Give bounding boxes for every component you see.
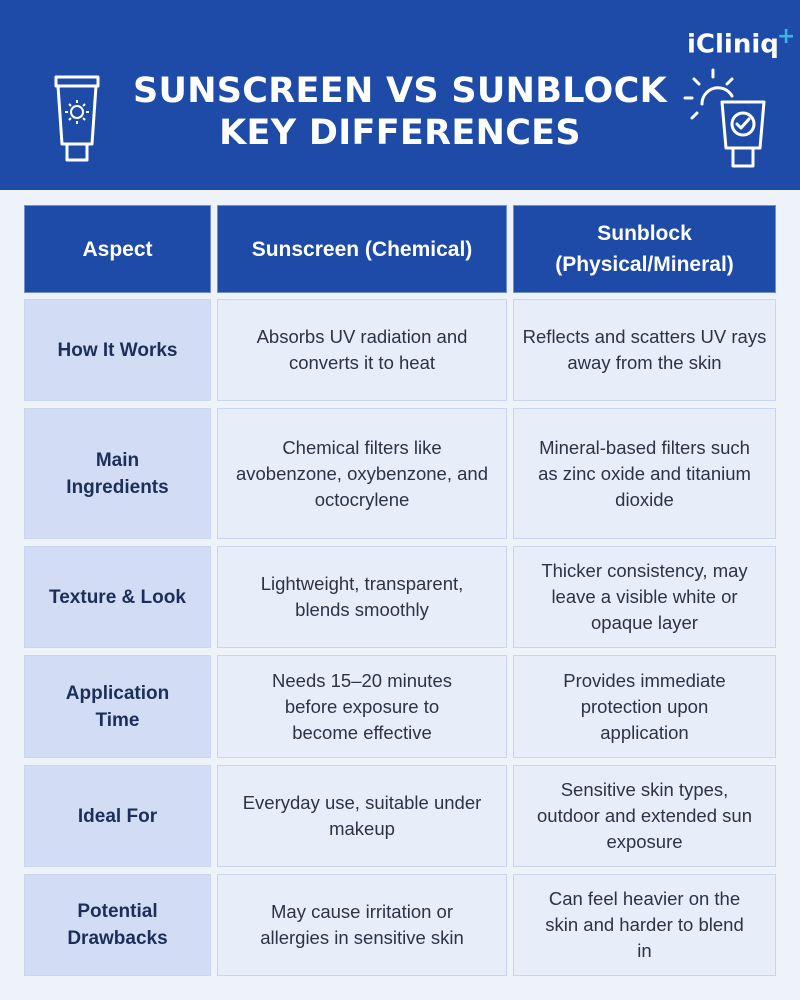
sunblock-value: Provides immediate protection upon application [563, 669, 726, 743]
header-banner [0, 0, 800, 190]
sunblock-cell [513, 546, 776, 648]
aspect-label: Texture & Look [49, 586, 186, 608]
aspect-label: Application Time [65, 682, 170, 731]
brand-plus-icon: + [776, 24, 796, 49]
sunscreen-value: May cause irritation or allergies in sensitive skin [260, 901, 464, 948]
column-header-label: Sunblock (Physical/Mineral) [555, 222, 734, 276]
sunblock-value: Mineral-based filters such as zinc oxide and titanium dioxide [538, 436, 751, 510]
sunscreen-tube-icon [52, 74, 102, 166]
column-header-sunblock [513, 205, 776, 293]
sunblock-value: Can feel heavier on the skin and harder to blend in [545, 888, 744, 961]
table-row [24, 874, 776, 976]
column-header-label: Aspect [82, 237, 153, 261]
table-row [24, 299, 776, 401]
sunblock-cell [513, 765, 776, 867]
brand-name: iCliniq [687, 29, 779, 60]
table-row [24, 408, 776, 539]
aspect-cell [24, 655, 211, 758]
aspect-cell [24, 299, 211, 401]
aspect-label: Ideal For [77, 805, 158, 827]
table-row [24, 655, 776, 758]
table-row [24, 546, 776, 648]
aspect-label: Potential Drawbacks [67, 901, 168, 949]
sunblock-cell [513, 874, 776, 976]
title-line-2: KEY DIFFERENCES [219, 113, 581, 153]
sunblock-value: Thicker consistency, may leave a visible white or opaque layer [541, 560, 748, 633]
sunscreen-cell [217, 546, 507, 648]
table-row [24, 765, 776, 867]
sunscreen-cell [217, 765, 507, 867]
page-title [120, 70, 680, 154]
column-header-label: Sunscreen (Chemical) [251, 237, 473, 261]
column-header-sunscreen [217, 205, 507, 293]
aspect-cell [24, 874, 211, 976]
sunscreen-value: Needs 15–20 minutes before exposure to become effective [272, 669, 452, 743]
aspect-label: Main Ingredients [66, 449, 169, 498]
sunscreen-value: Chemical filters like avobenzone, oxybenzone, and octocrylene [235, 436, 488, 510]
sunscreen-cell [217, 299, 507, 401]
sunscreen-value: Everyday use, suitable under makeup [242, 792, 482, 839]
aspect-cell [24, 765, 211, 867]
sunscreen-value: Absorbs UV radiation and converts it to heat [256, 326, 468, 373]
aspect-label: How It Works [57, 339, 178, 361]
sunblock-cell [513, 408, 776, 539]
column-header-aspect [24, 205, 211, 293]
sunblock-value: Sensitive skin types, outdoor and extended sun exposure [537, 779, 752, 852]
table-header-row [24, 205, 776, 293]
title-line-1: SUNSCREEN VS SUNBLOCK [132, 71, 668, 111]
sun-checkmark-bottle-icon [680, 66, 780, 170]
aspect-cell [24, 408, 211, 539]
sunscreen-cell [217, 874, 507, 976]
sunscreen-cell [217, 655, 507, 758]
sunblock-value: Reflects and scatters UV rays away from the skin [522, 326, 767, 373]
sunblock-cell [513, 655, 776, 758]
aspect-cell [24, 546, 211, 648]
sunscreen-value: Lightweight, transparent, blends smoothly [260, 573, 464, 620]
sunblock-cell [513, 299, 776, 401]
brand-logo[interactable] [687, 20, 795, 62]
sunscreen-cell [217, 408, 507, 539]
